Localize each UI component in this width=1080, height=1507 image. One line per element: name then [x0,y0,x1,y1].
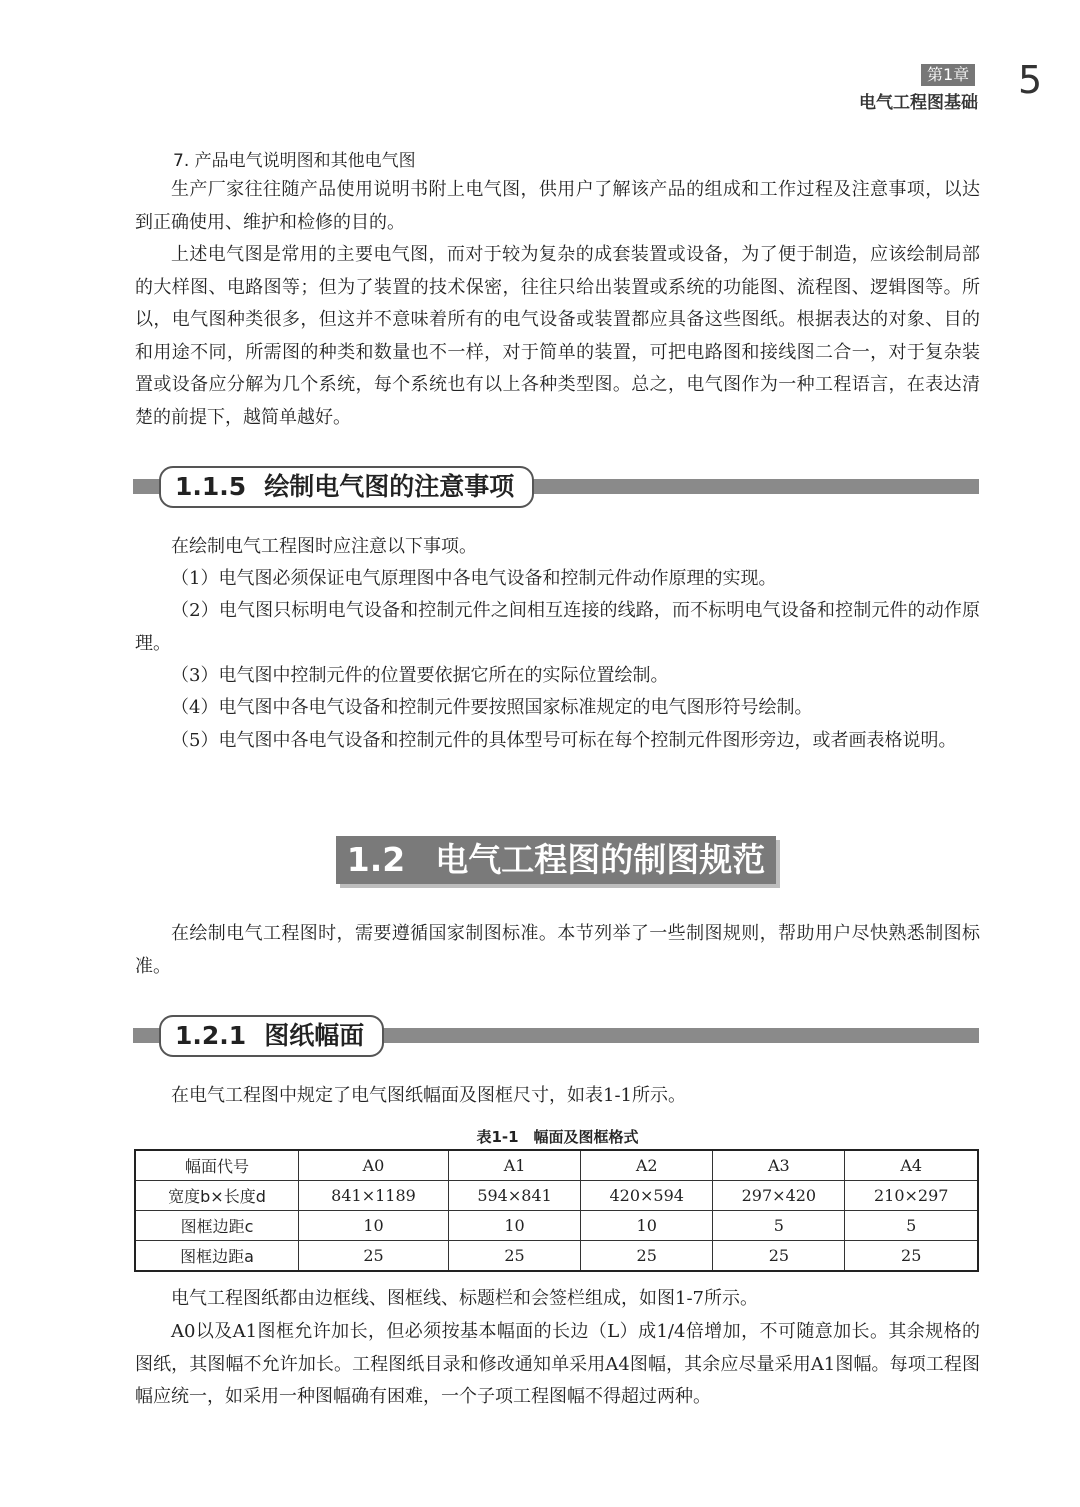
list-item: （5）电气图中各电气设备和控制元件的具体型号可标在每个控制元件图形旁边，或者画表格说明。 [171,730,957,751]
paragraph: 生产厂家往往随产品使用说明书附上电气图，供用户了解该产品的组成和工作过程及注意事项，以达到正确使用、维护和检修的目的。 [135,179,980,233]
paragraph: 上述电气图是常用的主要电气图，而对于较为复杂的成套装置或设备，为了便于制造，应该绘制局部的大样图、电路图等；但为了装置的技术保密，往往只给出装置或系统的功能图、流程图、逻辑图等。所以，电气图种类很多，但这并不意味着所有的电气设备或装置都应具备这些图纸。根据表达的对象、目的和用途不同，所需图的种类和数量也不一样，对于简单的装置，可把电路图和接线图二合一，对于复杂装置或设备应分解为几个系统，每个系统也有以上各种类型图。总之，电气图作为一种工程语言，在表达清楚的前提下，越简单越好。 [135,244,980,428]
list-item: （3）电气图中控制元件的位置要依据它所在的实际位置绘制。 [171,665,669,686]
table-cell: 5 [713,1211,845,1241]
table-cell: A3 [713,1150,845,1181]
table-cell: 5 [845,1211,978,1241]
table-cell: 10 [581,1211,713,1241]
table-cell: 10 [299,1211,449,1241]
section-title: 电气工程图的制图规范 [435,840,766,879]
page-number: 5 [1018,58,1043,102]
paragraph: 在绘制电气工程图时应注意以下事项。 [171,536,477,557]
chapter-title: 电气工程图基础 [859,93,978,113]
section-1-1-5-heading [159,466,534,508]
table-cell: 25 [299,1241,449,1272]
chapter-badge: 第1章 [921,64,975,86]
list-item: （2）电气图只标明电气设备和控制元件之间相互连接的线路，而不标明电气设备和控制元件的动作原理。 [135,600,980,654]
section-number: 1.2 [346,840,406,879]
table-cell: 图框边距a [135,1241,299,1272]
table-header-row [135,1150,978,1181]
table-cell: 10 [448,1211,580,1241]
paragraph: 在电气工程图中规定了电气图纸幅面及图框尺寸，如表1-1所示。 [171,1085,686,1106]
paragraph: A0以及A1图框允许加长，但必须按基本幅面的长边（L）成1/4倍增加，不可随意加长。其余规格的图纸，其图幅不允许加长。工程图纸目录和修改通知单采用A4图幅，其余应尽量采用A1图幅。每项工程图幅应统一，如采用一种图幅确有困难，一个子项工程图幅不得超过两种。 [135,1321,980,1407]
section-title: 图纸幅面 [264,1021,365,1050]
table-cell: 25 [448,1241,580,1272]
table-row [135,1241,978,1272]
section-1-2-1-heading [159,1015,384,1057]
section-7-title: 7. 产品电气说明图和其他电气图 [173,151,416,171]
table-cell: 图框边距c [135,1211,299,1241]
table-cell: A2 [581,1150,713,1181]
table-cell: 25 [845,1241,978,1272]
table-cell: A4 [845,1150,978,1181]
paper-size-table [134,1149,979,1272]
table-cell: 210×297 [845,1181,978,1211]
list-item: （1）电气图必须保证电气原理图中各电气设备和控制元件动作原理的实现。 [171,568,777,589]
section-1-2-heading [336,836,776,884]
table-row [135,1181,978,1211]
table-cell: 841×1189 [299,1181,449,1211]
table-cell: 幅面代号 [135,1150,299,1181]
table-row [135,1211,978,1241]
table-cell: A1 [448,1150,580,1181]
table-caption: 表1-1 幅面及图框格式 [476,1128,639,1146]
paragraph: 在绘制电气工程图时，需要遵循国家制图标准。本节列举了一些制图规则，帮助用户尽快熟悉制图标准。 [135,923,980,977]
table-cell: 宽度b×长度d [135,1181,299,1211]
table-cell: 25 [581,1241,713,1272]
table-cell: 594×841 [448,1181,580,1211]
section-title: 绘制电气图的注意事项 [264,472,515,501]
table-cell: 297×420 [713,1181,845,1211]
paragraph: 电气工程图纸都由边框线、图框线、标题栏和会签栏组成，如图1-7所示。 [171,1288,758,1309]
list-item: （4）电气图中各电气设备和控制元件要按照国家标准规定的电气图形符号绘制。 [171,697,813,718]
table-cell: 420×594 [581,1181,713,1211]
section-number: 1.1.5 [175,472,247,501]
table-cell: A0 [299,1150,449,1181]
table-cell: 25 [713,1241,845,1272]
section-number: 1.2.1 [175,1021,247,1050]
